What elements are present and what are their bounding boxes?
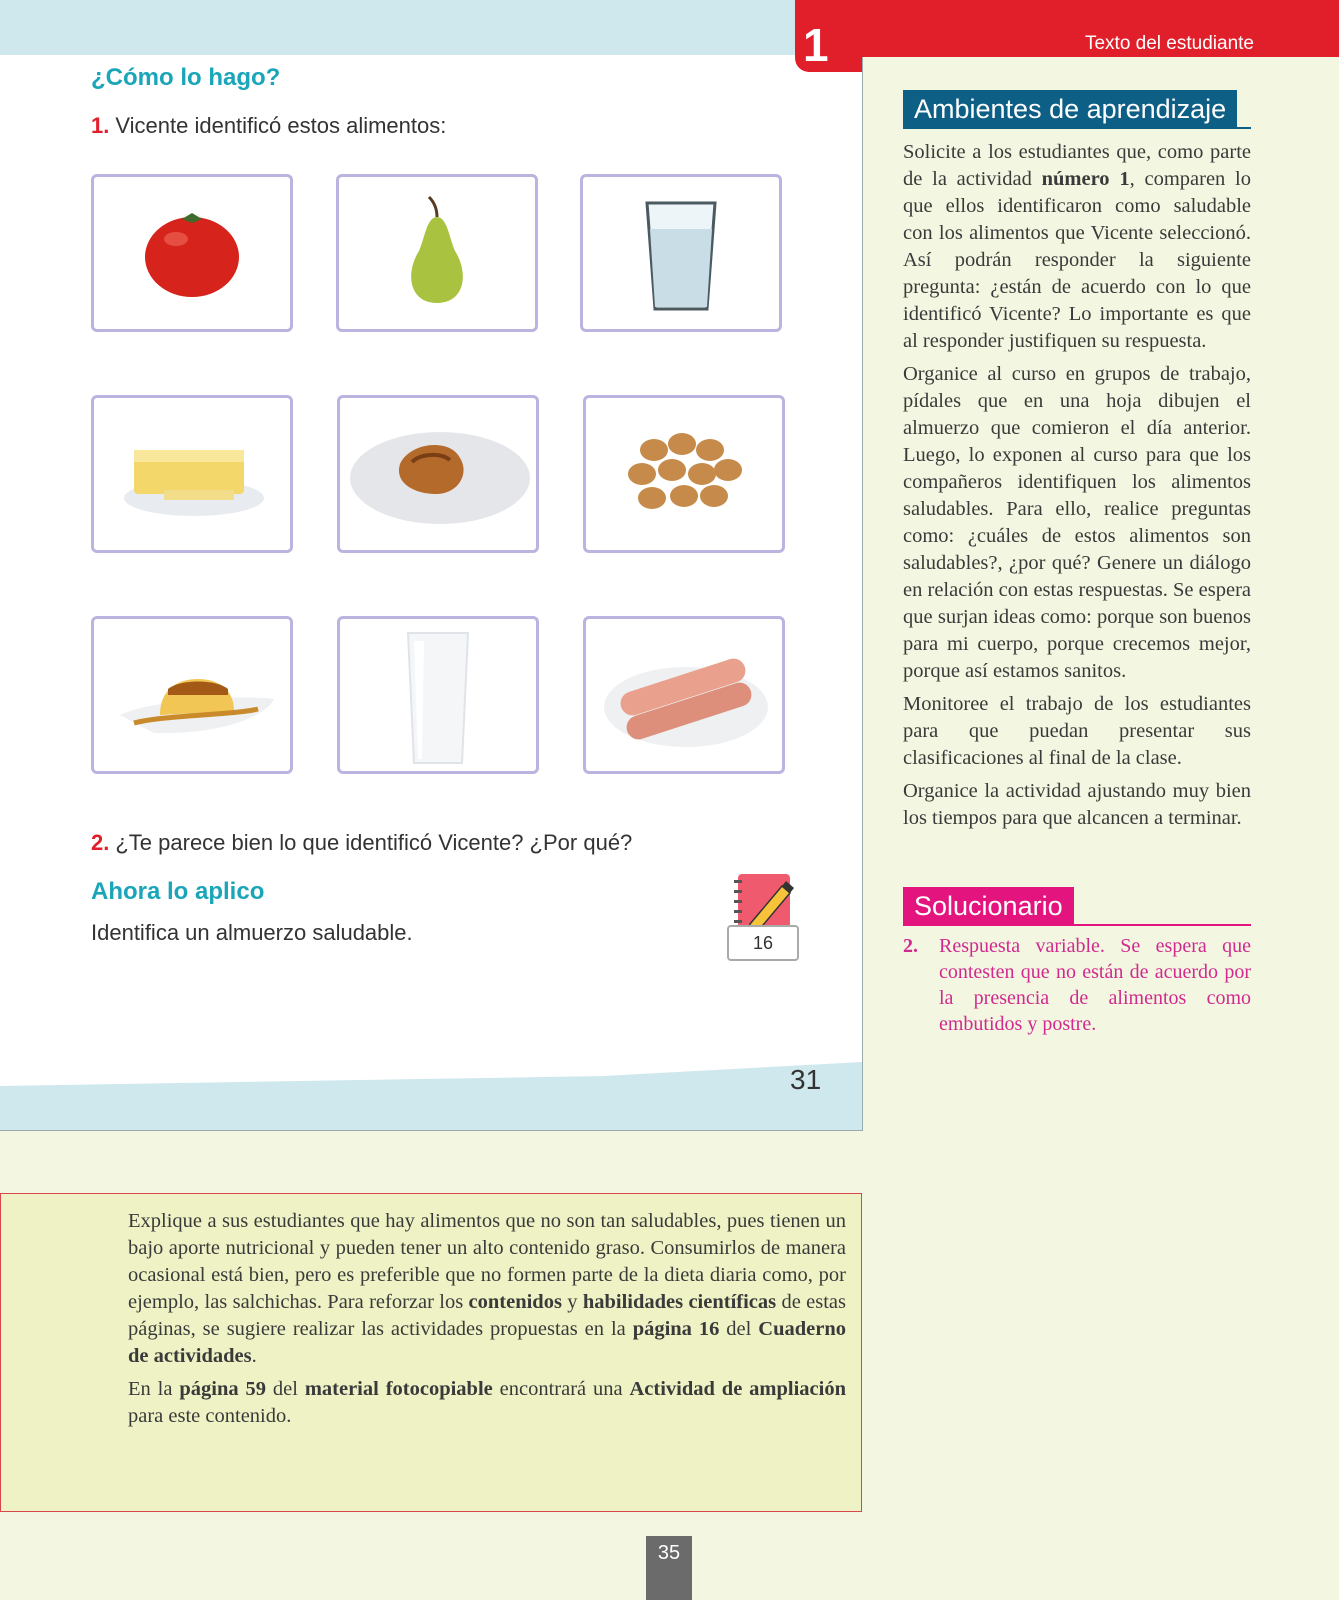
- milk-glass-icon: [340, 619, 536, 771]
- top-band: [0, 0, 862, 55]
- heading-rule: [903, 127, 1251, 129]
- pear-icon: [339, 177, 535, 329]
- food-card-sausages: [583, 616, 785, 774]
- solution-text: Respuesta variable. Se espera que contesten que no están de acuerdo por la presencia de alimentos como embutidos y postre.: [939, 935, 1251, 1035]
- student-page-number: 31: [790, 1064, 822, 1095]
- item-1-text: Vicente identificó estos alimentos:: [115, 113, 447, 138]
- guide-paragraph-4: Organice la actividad ajustando muy bien los tiempos para que alcancen a terminar.: [903, 780, 1251, 829]
- learning-environments-heading: Ambientes de aprendizaje: [903, 90, 1237, 128]
- solution-number: 2.: [903, 935, 918, 957]
- section-title-como-lo-hago: ¿Cómo lo hago?: [91, 64, 281, 91]
- tomato-icon: [94, 177, 290, 329]
- item-2: [91, 830, 632, 856]
- food-card-milk-glass: [337, 616, 539, 774]
- solutions-heading: Solucionario: [903, 887, 1074, 925]
- item-2-text: ¿Te parece bien lo que identificó Vicente? ¿Por qué?: [115, 830, 633, 855]
- teacher-note-text: [128, 1208, 846, 1436]
- unit-number: 1: [803, 19, 829, 71]
- bottom-band: [0, 1062, 862, 1131]
- food-card-pear: [336, 174, 538, 332]
- flan-icon: [94, 619, 290, 771]
- guide-page-number: 35: [646, 1536, 692, 1600]
- food-card-cheese: [91, 395, 293, 553]
- teacher-note-box: [0, 1193, 862, 1512]
- roast-chicken-icon: [340, 398, 536, 550]
- learning-environments-text: [903, 139, 1251, 838]
- guide-paragraph-2: Organice al curso en grupos de trabajo, pídales que en una hoja dibujen el almuerzo que comieron el día anterior. Luego, lo exponen al curso para que los compañeros identifiquen los alimentos saludables. Para ello, realice preguntas como: ¿cuáles de estos alimentos son saludables?, ¿por qué? Genere un diálogo en relación con estas respuestas. Se espera que surjan ideas como: porque son buenos para mi cuerpo, porque crecemos mejor, porque así estamos sanitos.: [903, 363, 1251, 682]
- note-paragraph-2: En la página 59 del material fotocopiable encontrará una Actividad de ampliación para este contenido.: [128, 1378, 846, 1427]
- workbook-page-badge: 16: [727, 925, 799, 961]
- note-paragraph-1: Explique a sus estudiantes que hay alimentos que no son tan saludables, pues tienen un bajo aporte nutricional y pueden tener un alto contenido graso. Consumirlos de manera ocasional está bien, pero es preferible que no formen parte de la dieta diaria como, por ejemplo, las salchichas. Para reforzar los contenidos y habilidades científicas de estas páginas, se sugiere realizar las actividades propuestas en la página 16 del Cuaderno de actividades.: [128, 1210, 847, 1367]
- student-textbook-page: [0, 0, 863, 1131]
- item-1-number: 1.: [91, 113, 110, 138]
- guide-paragraph-3: Monitoree el trabajo de los estudiantes para que puedan presentar sus clasificaciones al final de la clase.: [903, 693, 1251, 769]
- item-2-number: 2.: [91, 830, 110, 855]
- food-card-water-glass: [580, 174, 782, 332]
- sausages-icon: [586, 619, 782, 771]
- solution-item-2: [903, 933, 1251, 1037]
- guide-paragraph-1: Solicite a los estudiantes que, como parte de la actividad número 1, comparen lo que ellos identificaron como saludable con los alimentos que Vicente seleccionó. Así podrán responder la siguiente pregunta: ¿están de acuerdo con lo que identificó Vicente? Lo importante es que al responder justifiquen su respuesta.: [903, 141, 1252, 352]
- walnuts-icon: [586, 398, 782, 550]
- heading-rule: [903, 924, 1251, 926]
- apply-text: Identifica un almuerzo saludable.: [91, 920, 413, 945]
- item-1: [91, 113, 446, 139]
- water-glass-icon: [583, 177, 779, 329]
- food-card-walnuts: [583, 395, 785, 553]
- header-label: Texto del estudiante: [1084, 33, 1254, 54]
- section-title-ahora-lo-aplico: Ahora lo aplico: [91, 878, 265, 905]
- cheese-icon: [94, 398, 290, 550]
- food-card-roast-chicken: [337, 395, 539, 553]
- food-card-flan: [91, 616, 293, 774]
- header-strip: [862, 0, 1339, 57]
- food-card-tomato: [91, 174, 293, 332]
